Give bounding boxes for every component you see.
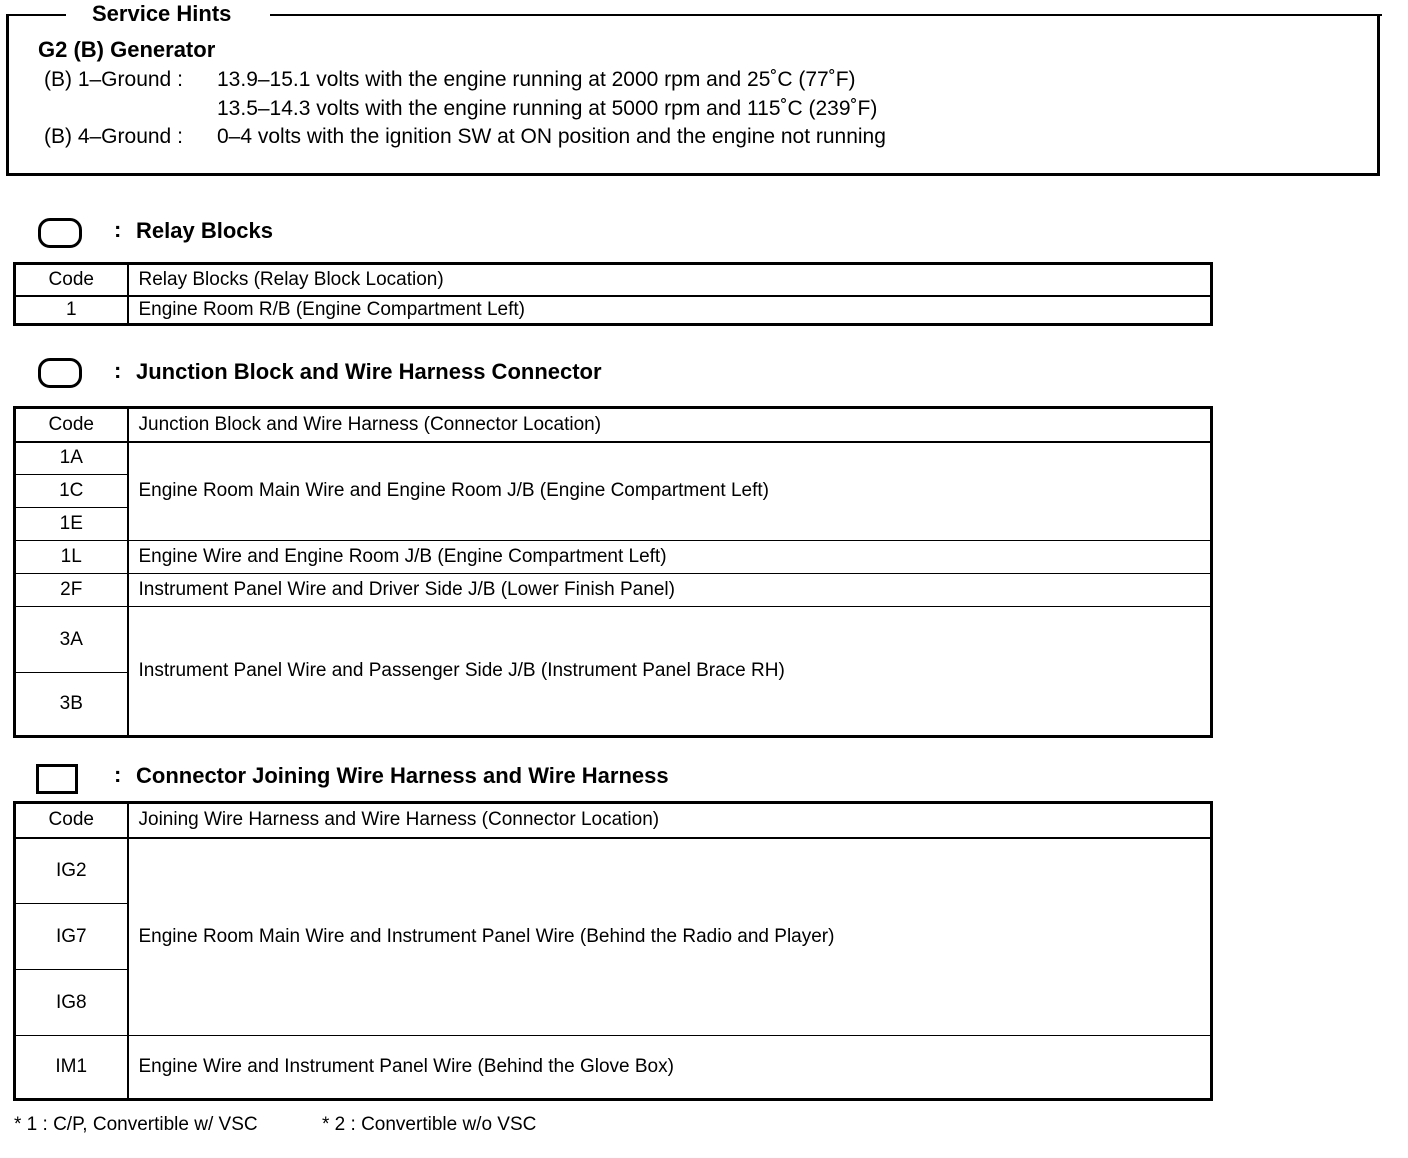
row-location: Engine Wire and Engine Room J/B (Engine Compartment Left) (128, 541, 1212, 574)
generator-title: G2 (B) Generator (38, 37, 216, 62)
row-code: IG8 (15, 970, 128, 1036)
table-row (15, 296, 1212, 325)
row-code: 3A (15, 607, 128, 673)
row-code: 1L (15, 541, 128, 574)
junction-colon: : (114, 358, 122, 383)
row-code: 3B (15, 673, 128, 737)
row-code: IG7 (15, 904, 128, 970)
junction-block-symbol-icon (38, 358, 82, 388)
junction-block-table (13, 406, 1213, 738)
connector-table (13, 801, 1213, 1101)
header-location: Joining Wire Harness and Wire Harness (Connector Location) (128, 803, 1212, 838)
row-location: Engine Room R/B (Engine Compartment Left) (128, 296, 1212, 325)
hint-pin-3: (B) 4–Ground : (44, 125, 183, 148)
header-code: Code (15, 264, 128, 296)
header-code: Code (15, 408, 128, 442)
relay-colon: : (114, 217, 122, 242)
hint-value-3: 0–4 volts with the ignition SW at ON position and the engine not running (217, 125, 886, 148)
row-code: 1C (15, 475, 128, 508)
row-code: 1A (15, 442, 128, 475)
row-location: Engine Room Main Wire and Engine Room J/B (Engine Compartment Left) (128, 442, 1212, 541)
row-code: 2F (15, 574, 128, 607)
connector-title: Connector Joining Wire Harness and Wire Harness (136, 763, 669, 788)
table-row (15, 442, 1212, 475)
relay-blocks-table (13, 262, 1213, 326)
service-hints-title: Service Hints (92, 1, 232, 26)
table-header-row (15, 408, 1212, 442)
header-code: Code (15, 803, 128, 838)
footnote-2: * 2 : Convertible w/o VSC (322, 1114, 537, 1135)
table-row (15, 607, 1212, 673)
hint-value-1: 13.9–15.1 volts with the engine running at 2000 rpm and 25˚C (77˚F) (217, 68, 856, 91)
table-header-row (15, 803, 1212, 838)
row-code: 1E (15, 508, 128, 541)
table-row (15, 541, 1212, 574)
relay-block-symbol-icon (38, 218, 82, 248)
row-code: IM1 (15, 1036, 128, 1100)
row-location: Engine Room Main Wire and Instrument Panel Wire (Behind the Radio and Player) (128, 838, 1212, 1036)
row-location: Instrument Panel Wire and Passenger Side J/B (Instrument Panel Brace RH) (128, 607, 1212, 737)
header-location: Relay Blocks (Relay Block Location) (128, 264, 1212, 296)
hints-top-border-left (6, 14, 66, 16)
footnote-1: * 1 : C/P, Convertible w/ VSC (14, 1114, 258, 1135)
row-location: Engine Wire and Instrument Panel Wire (Behind the Glove Box) (128, 1036, 1212, 1100)
hints-top-border-right (270, 14, 1382, 16)
connector-colon: : (114, 762, 122, 787)
table-row (15, 838, 1212, 904)
row-location: Instrument Panel Wire and Driver Side J/B (Lower Finish Panel) (128, 574, 1212, 607)
relay-blocks-title: Relay Blocks (136, 218, 273, 243)
row-code: IG2 (15, 838, 128, 904)
row-code: 1 (15, 296, 128, 325)
hint-pin-1: (B) 1–Ground : (44, 68, 183, 91)
hint-value-2: 13.5–14.3 volts with the engine running at 5000 rpm and 115˚C (239˚F) (217, 97, 878, 120)
header-location: Junction Block and Wire Harness (Connector Location) (128, 408, 1212, 442)
table-row (15, 1036, 1212, 1100)
table-header-row (15, 264, 1212, 296)
junction-block-title: Junction Block and Wire Harness Connector (136, 359, 602, 384)
table-row (15, 574, 1212, 607)
connector-symbol-icon (36, 764, 78, 794)
